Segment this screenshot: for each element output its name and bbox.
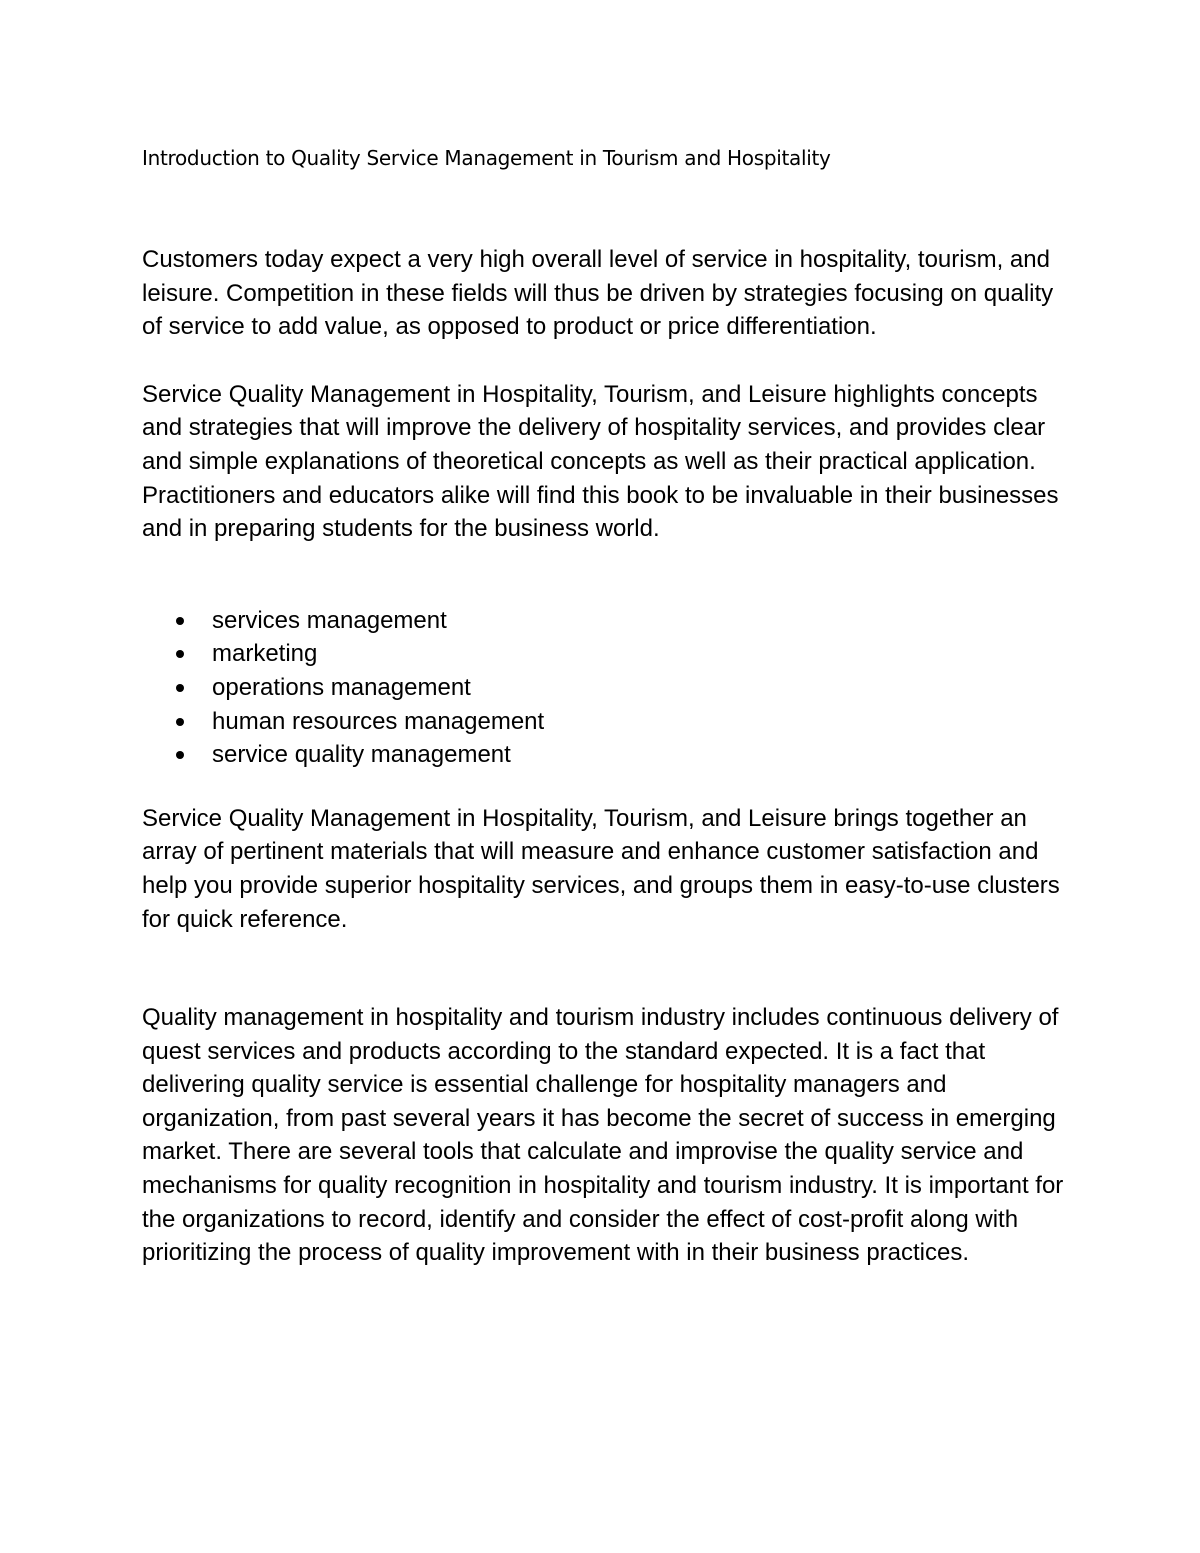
document-title: Introduction to Quality Service Management in Tourism and Hospitality (142, 146, 831, 170)
bullet-icon (176, 718, 184, 726)
bullet-icon (176, 650, 184, 658)
list-item-text: services management (212, 606, 447, 634)
paragraph-book-highlights: Service Quality Management in Hospitality, Tourism, and Leisure highlights concepts and strategies that will improve the delivery of hospitality services, and provides clear and simple explanations of theoretical concepts as well as their practical application. Practitioners and educators alike will find this book to be invaluable in their businesses and in preparing students for the business world. (142, 380, 1059, 543)
topics-list (142, 604, 1072, 772)
list-item (142, 637, 1072, 671)
list-item-text: service quality management (212, 741, 511, 769)
list-item (142, 705, 1072, 739)
bullet-icon (176, 617, 184, 625)
list-item-text: human resources management (212, 707, 545, 735)
list-item-text: marketing (212, 640, 318, 668)
paragraph-quality-management: Quality management in hospitality and tourism industry includes continuous delivery of quest services and products according to the standard expected. It is a fact that delivering quality service is essential challenge for hospitality managers and organization, from past several years it has become the secret of success in emerging market. There are several tools that calculate and improvise the quality service and mechanisms for quality recognition in hospitality and tourism industry. It is important for the organizations to record, identify and consider the effect of cost-profit along with prioritizing the process of quality improvement with in their business practices. (142, 1004, 1064, 1267)
paragraph-customer-expectations: Customers today expect a very high overall level of service in hospitality, tourism, and leisure. Competition in these fields will thus be driven by strategies focusing on quality of service to add value, as opposed to product or price differentiation. (142, 246, 1054, 341)
bullet-icon (176, 684, 184, 692)
document-body (142, 142, 1072, 1270)
list-item-text: operations management (212, 673, 471, 701)
list-item (142, 738, 1072, 772)
list-item (142, 604, 1072, 638)
list-item (142, 671, 1072, 705)
paragraph-book-materials: Service Quality Management in Hospitality, Tourism, and Leisure brings together an array of pertinent materials that will measure and enhance customer satisfaction and help you provide superior hospitality services, and groups them in easy-to-use clusters for quick reference. (142, 804, 1060, 933)
bullet-icon (176, 751, 184, 759)
